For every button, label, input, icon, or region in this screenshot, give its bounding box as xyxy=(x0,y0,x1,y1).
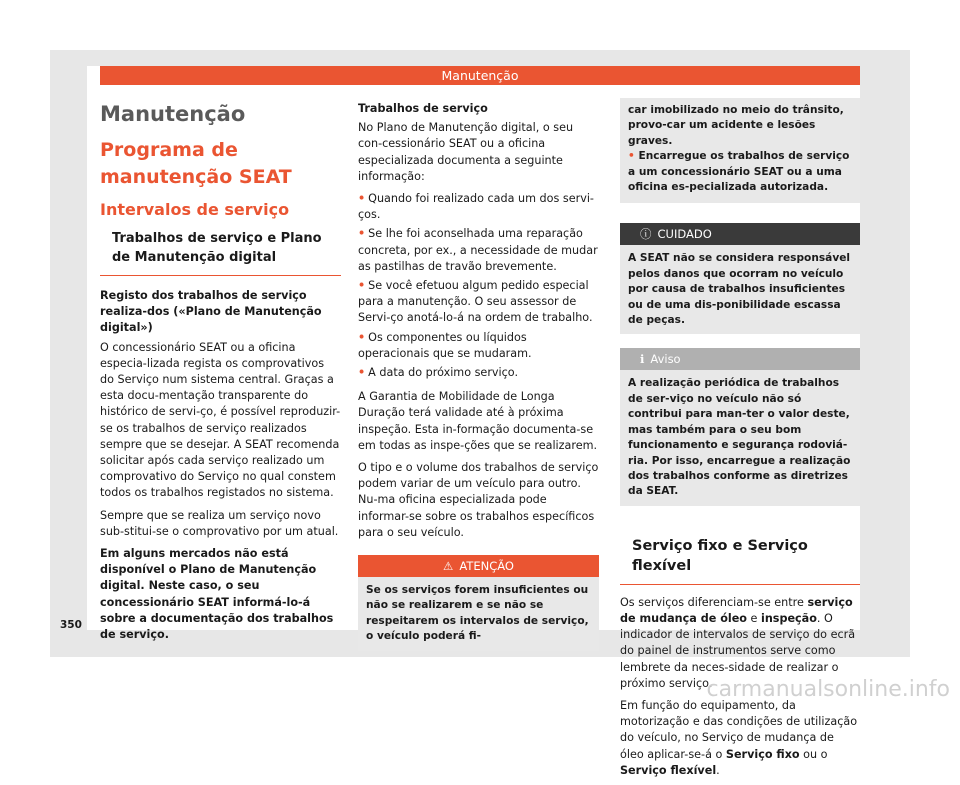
note-header: ℹ Aviso xyxy=(620,348,860,370)
info-icon: ℹ xyxy=(640,352,645,367)
caution-text: A SEAT não se considera responsável pelos danos que ocorram no veículo por causa de trabalhos insuficientes ou de uma dis-ponibilidade escassa de peças. xyxy=(620,245,860,334)
topic-title: Trabalhos de serviço e Plano de Manutenção digital xyxy=(100,229,341,276)
note-box xyxy=(620,348,860,505)
warning-header: ⚠ ATENÇÃO xyxy=(358,555,599,577)
subsection-title: Intervalos de serviço xyxy=(100,200,290,219)
column-middle xyxy=(358,101,599,651)
warning-triangle-icon: ⚠ xyxy=(443,559,454,574)
chapter-title: Manutenção xyxy=(100,102,246,126)
caution-box xyxy=(620,223,860,334)
warning-text: Se os serviços forem insuficientes ou não se realizarem e se não se respeitarem os intervalos de serviço, o veículo poderá fi- xyxy=(358,577,599,651)
caution-header: ⓘ CUIDADO xyxy=(620,223,860,245)
paragraph: Os serviços diferenciam-se entre serviço de mudança de óleo e inspeção. O indicador de intervalos de serviço do ecrã do painel de instrumentos serve como lembrete da neces-sidade de realizar o próximo serviço. xyxy=(620,595,856,690)
warning-box xyxy=(358,555,599,651)
paragraph: A Garantia de Mobilidade de Longa Duração terá validade até à próxima inspeção. Esta in-formação documenta-se em todas as inspe-ções que se realizarem. xyxy=(358,390,598,452)
page-number: 350 xyxy=(60,619,82,631)
paragraph-bold: Em alguns mercados não está disponível o Plano de Manutenção digital. Neste caso, o seu concessionário SEAT informá-lo-á sobre a documentação dos trabalhos de serviço. xyxy=(100,547,334,642)
chapter-header: Manutenção xyxy=(100,66,860,85)
paragraph: O concessionário SEAT ou a oficina especia-lizada regista os comprovativos do Serviço num sistema central. Graças a esta docu-mentação transparente do histórico de servi-ço, é possível reproduzir-se os trabalhos de serviço realizados sempre que se desejar. A SEAT recomenda solicitar após cada serviço realizado um comprovativo do Serviço no qual constem todos os trabalhos registados no sistema. xyxy=(100,340,341,500)
note-text: A realização periódica de trabalhos de ser-viço no veículo não só contribui para man-ter o valor deste, mas também para o seu bom funcionamento e segurança rodoviá-ria. Por isso, encarregue a realização dos trabalhos conforme as diretrizes da SEAT. xyxy=(620,370,860,505)
paragraph: No Plano de Manutenção digital, o seu con-cessionário SEAT ou a oficina especializada documenta a seguinte informação: xyxy=(358,121,574,183)
column-left xyxy=(100,95,341,649)
paragraph: Em função do equipamento, da motorização e das condições de utilização do veículo, no Serviço de mudança de óleo aplicar-se-á o Serviço fixo ou o Serviço flexível. xyxy=(620,698,858,777)
section-heading: Serviço fixo e Serviço flexível xyxy=(620,536,860,585)
registo-heading: Registo dos trabalhos de serviço realiza-dos («Plano de Manutenção digital») xyxy=(100,289,322,335)
watermark: carmanualsonline.info xyxy=(706,677,950,702)
list-item: • Se lhe foi aconselhada uma reparação concreta, por ex., a necessidade de mudar as pastilhas de travão brevemente. xyxy=(358,227,598,273)
list-item: • Quando foi realizado cada um dos servi-ços. xyxy=(358,192,594,222)
list-item: • Encarregue os trabalhos de serviço a um concessionário SEAT ou a uma oficina es-pecializada autorizada. xyxy=(628,150,850,194)
list-item: • Os componentes ou líquidos operacionais que se mudaram. xyxy=(358,330,532,360)
list-item: • Se você efetuou algum pedido especial para a manutenção. O seu assessor de Servi-ço anotá-lo-á na ordem de trabalho. xyxy=(358,279,593,325)
info-circle-icon: ⓘ xyxy=(640,227,652,242)
paragraph: O tipo e o volume dos trabalhos de serviço podem variar de um veículo para outro. Nu-ma oficina especializada pode informar-se sobre os trabalhos específicos para o seu veículo. xyxy=(358,461,599,539)
trabalhos-heading: Trabalhos de serviço xyxy=(358,102,488,115)
warning-continuation: car imobilizado no meio do trânsito, provo-car um acidente e lesões graves. • Encarregue os trabalhos de serviço a um concessionário SEAT ou a uma oficina es-pecializada autorizada. xyxy=(620,98,860,203)
section-title: Programa de manutenção SEAT xyxy=(100,139,292,188)
paragraph: Sempre que se realiza um serviço novo sub-stitui-se o comprovativo por um atual. xyxy=(100,508,339,538)
list-item: • A data do próximo serviço. xyxy=(358,366,519,380)
